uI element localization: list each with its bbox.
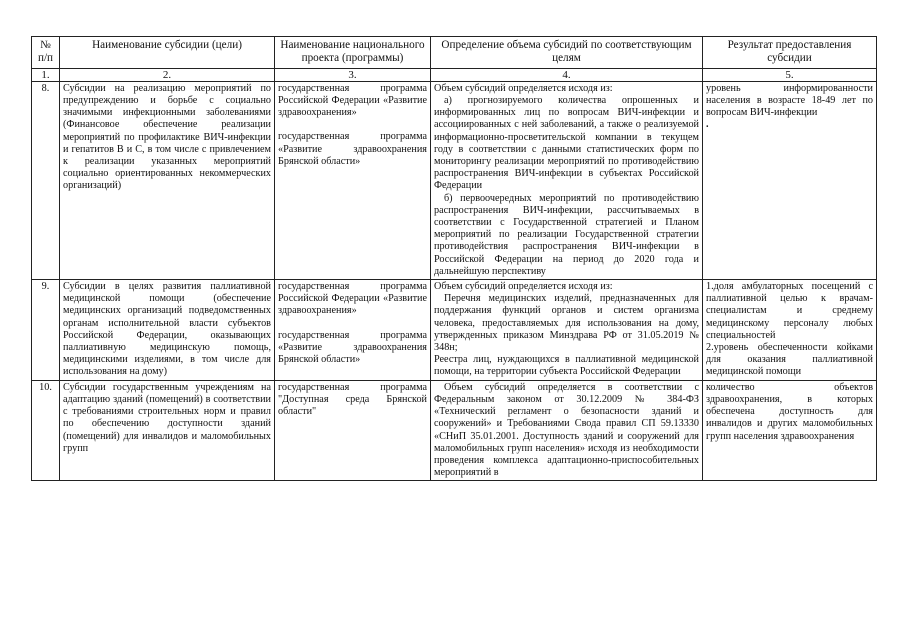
subsidy-name: Субсидии государственным учреждениям на адаптацию зданий (помещений) в соответствии с требованиями строительных норм и правил по обеспечению доступности зданий (помещений) для инвалидов и маломобильных групп	[60, 380, 275, 481]
result-text: количество объектов здравоохранения, в которых обеспечена доступность для инвалидов и других маломобильных групп населения здравоохранения	[706, 381, 873, 442]
column-number: 2.	[60, 68, 275, 81]
program-cell	[275, 280, 431, 381]
header-row	[32, 37, 877, 69]
column-number: 5.	[703, 68, 877, 81]
row-number: 10.	[32, 380, 60, 481]
table-row	[32, 81, 877, 279]
volume-intro: Объем субсидий определяется исходя из:	[434, 82, 613, 94]
volume-text: Объем субсидий определяется в соответствии с Федеральным законом от 30.12.2009 № 384-ФЗ «Технический регламент о безопасности зданий и сооружений» и Требованиями Свода правил СП 59.13330 «СНиП 35.01.2001. Доступность зданий и сооружений для маломобильных групп населения» исходя из необходимости проведения комплекса адаптационно-приспособительных мероприятий в	[434, 381, 699, 479]
result-cell	[703, 380, 877, 481]
program-name: государственная программа "Доступная среда Брянской области"	[278, 381, 427, 418]
result-text: 1.доля амбулаторных посещений с паллиативной целью к врачам-специалистам и среднему медицинскому персоналу любых специальностей	[706, 281, 873, 341]
column-number-row	[32, 68, 877, 81]
table-row	[32, 280, 877, 381]
header-num: № п/п	[32, 37, 60, 69]
row-number: 8.	[32, 81, 60, 279]
table-row	[32, 380, 877, 481]
stray-mark: .	[706, 119, 709, 131]
program-name: государственная программа «Развитие здравоохранения Брянской области»	[278, 329, 427, 366]
header-name: Наименование субсидии (цели)	[60, 37, 275, 69]
result-cell	[703, 81, 877, 279]
volume-item: б) первоочередных мероприятий по противодействию распространения ВИЧ-инфекции, рассчитываемых в соответствии с Государственной стратегией и Планом мероприятий по реализации Государственной стратегии противодействия распространения ВИЧ-инфекции в Российской Федерации на период до 2020 года и дальнейшую перспективу	[434, 192, 699, 277]
result-text: уровень информированности населения в возрасте 18-49 лет по вопросам ВИЧ-инфекции	[706, 82, 873, 119]
subsidy-name: Субсидии на реализацию мероприятий по предупреждению и борьбе с социально значимыми инфекционными заболеваниями (Финансовое обеспечение реализации мероприятий по профилактике ВИЧ-инфекции и гепатитов В и С, в том числе с привлечением к реализации указанных мероприятий социально ориентированных некоммерческих организаций)	[60, 81, 275, 279]
volume-item: Перечня медицинских изделий, предназначенных для поддержания функций органов и систем организма человека, предоставляемых для использования на дому, утвержденных приказом Минздрава РФ от 31.05.2019 № 348н;	[434, 293, 699, 354]
program-cell	[275, 380, 431, 481]
subsidies-table	[31, 36, 877, 481]
program-name: государственная программа Российской Федерации «Развитие здравоохранения»	[278, 82, 427, 119]
row-number: 9.	[32, 280, 60, 381]
column-number: 4.	[431, 68, 703, 81]
volume-intro: Объем субсидий определяется исходя из:	[434, 281, 613, 293]
volume-item: Реестра лиц, нуждающихся в паллиативной медицинской помощи, на территории субъекта Российской Федерации	[434, 354, 699, 378]
header-volume: Определение объема субсидий по соответствующим целям	[431, 37, 703, 69]
volume-cell	[431, 380, 703, 481]
result-cell	[703, 280, 877, 381]
result-text: 2.уровень обеспеченности койками для оказания паллиативной медицинской помощи	[706, 342, 873, 378]
volume-item: а) прогнозируемого количества опрошенных и информированных лиц по вопросам ВИЧ-инфекции и ассоциированных с ней заболеваний, а также о реализуемой информационно-просветительской компании в текущем году в соответствии с данными статистических форм по мониторингу реализации мероприятий по противодействию распространения ВИЧ-инфекции в субъектах Российской Федерации	[434, 95, 699, 192]
program-name: государственная программа «Развитие здравоохранения Брянской области»	[278, 131, 427, 167]
program-cell	[275, 81, 431, 279]
header-project: Наименование национального проекта (программы)	[275, 37, 431, 69]
program-name: государственная программа Российской Федерации «Развитие здравоохранения»	[278, 281, 427, 317]
column-number: 3.	[275, 68, 431, 81]
subsidy-name: Субсидии в целях развития паллиативной медицинской помощи (обеспечение медицинских организаций подведомственных органам исполнительной власти субъектов Российской Федерации, оказывающих паллиативную медицинскую помощь, медицинскими изделиями, в том числе для использования на дому)	[60, 280, 275, 381]
volume-cell	[431, 81, 703, 279]
volume-cell	[431, 280, 703, 381]
column-number: 1.	[32, 68, 60, 81]
header-result: Результат предоставления субсидии	[703, 37, 877, 69]
